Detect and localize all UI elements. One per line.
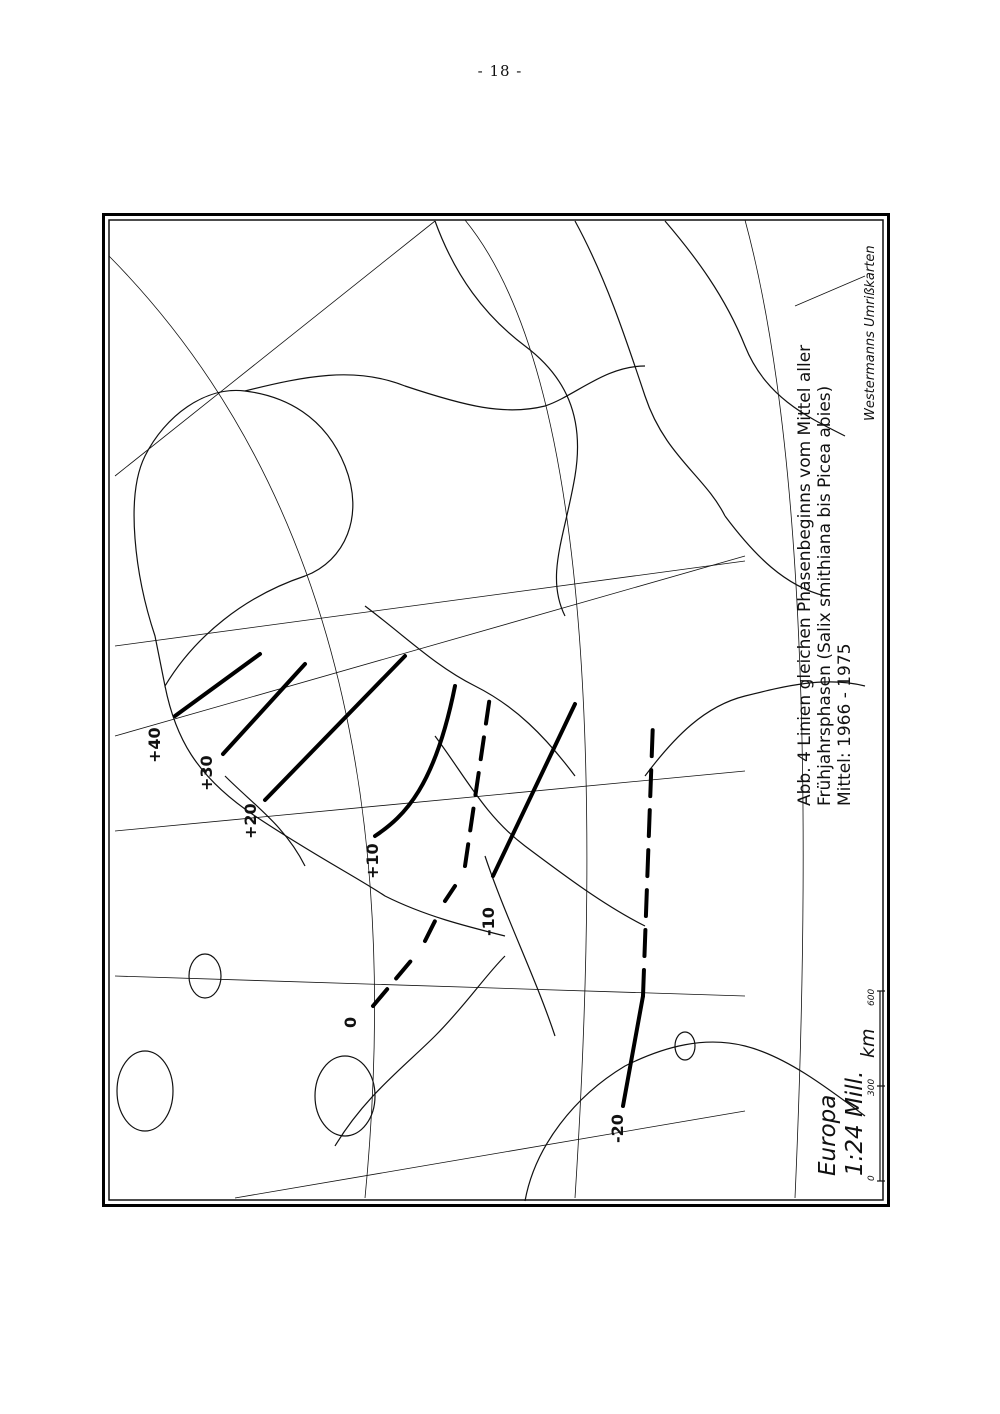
meridian-line <box>795 276 865 306</box>
border-nordic <box>225 776 305 866</box>
coastline-north <box>245 366 645 410</box>
isoline-plus30 <box>223 664 305 754</box>
isoline-label-plus10: +10 <box>363 843 382 879</box>
map-frame <box>102 213 890 1207</box>
meridian-line <box>115 556 745 736</box>
scale-label-300: 300 <box>867 1078 877 1096</box>
isoline-label-minus10: -10 <box>479 907 498 936</box>
isoline-minus10 <box>493 704 575 876</box>
isolines <box>175 654 653 1106</box>
border-east <box>435 221 578 616</box>
meridian-line <box>235 1111 745 1198</box>
map-title <box>815 1071 869 1176</box>
isoline-label-plus20: +20 <box>241 803 260 839</box>
coastline-britain <box>335 956 505 1146</box>
river-danube <box>365 606 575 776</box>
figure-caption <box>795 345 855 806</box>
caption-line-3: Mittel: 1966 - 1975 <box>835 643 855 806</box>
scale-bar <box>875 986 890 1186</box>
coastlines <box>117 221 865 1201</box>
island-iceland <box>117 1051 173 1131</box>
isoline-label-plus30: +30 <box>197 755 216 791</box>
isoline-minus20-dashed <box>643 721 653 996</box>
isoline-plus10 <box>375 686 455 836</box>
caption-line-1: Abb. 4 Linien gleichen Phasenbeginns vom Mittel aller <box>795 344 815 806</box>
page-number: - 18 - <box>477 62 523 80</box>
meridian-line <box>115 561 745 646</box>
europe-map <box>105 216 887 1204</box>
isoline-label-plus40: +40 <box>145 727 164 763</box>
scale-label-zero: 0 <box>867 1175 877 1181</box>
coastline-baltic <box>165 686 505 936</box>
isoline-label-minus20: -20 <box>608 1114 627 1143</box>
meridian-line <box>115 976 745 996</box>
caption-line-2: Frühjahrsphasen (Salix smithiana bis Picea abies) <box>815 385 835 806</box>
island-outline <box>189 954 221 998</box>
border-central <box>435 736 645 926</box>
scale-label-600: 600 <box>867 988 877 1006</box>
isoline-zero <box>373 696 490 1006</box>
parallel-line <box>465 220 587 1198</box>
river-volga <box>575 221 725 516</box>
island-ireland <box>315 1056 375 1136</box>
map-title-line-2: 1:24 Mill. <box>842 1070 868 1176</box>
isoline-label-zero: 0 <box>341 1016 360 1028</box>
river-rhine <box>485 856 555 1036</box>
scale-unit: km <box>857 1028 879 1058</box>
meridian-line <box>115 221 435 476</box>
isoline-minus20-solid <box>623 996 643 1106</box>
map-title-line-1: Europa <box>815 1094 841 1176</box>
map-credit: Westermanns Umrißkarten <box>863 245 878 421</box>
isoline-plus20 <box>265 656 405 800</box>
